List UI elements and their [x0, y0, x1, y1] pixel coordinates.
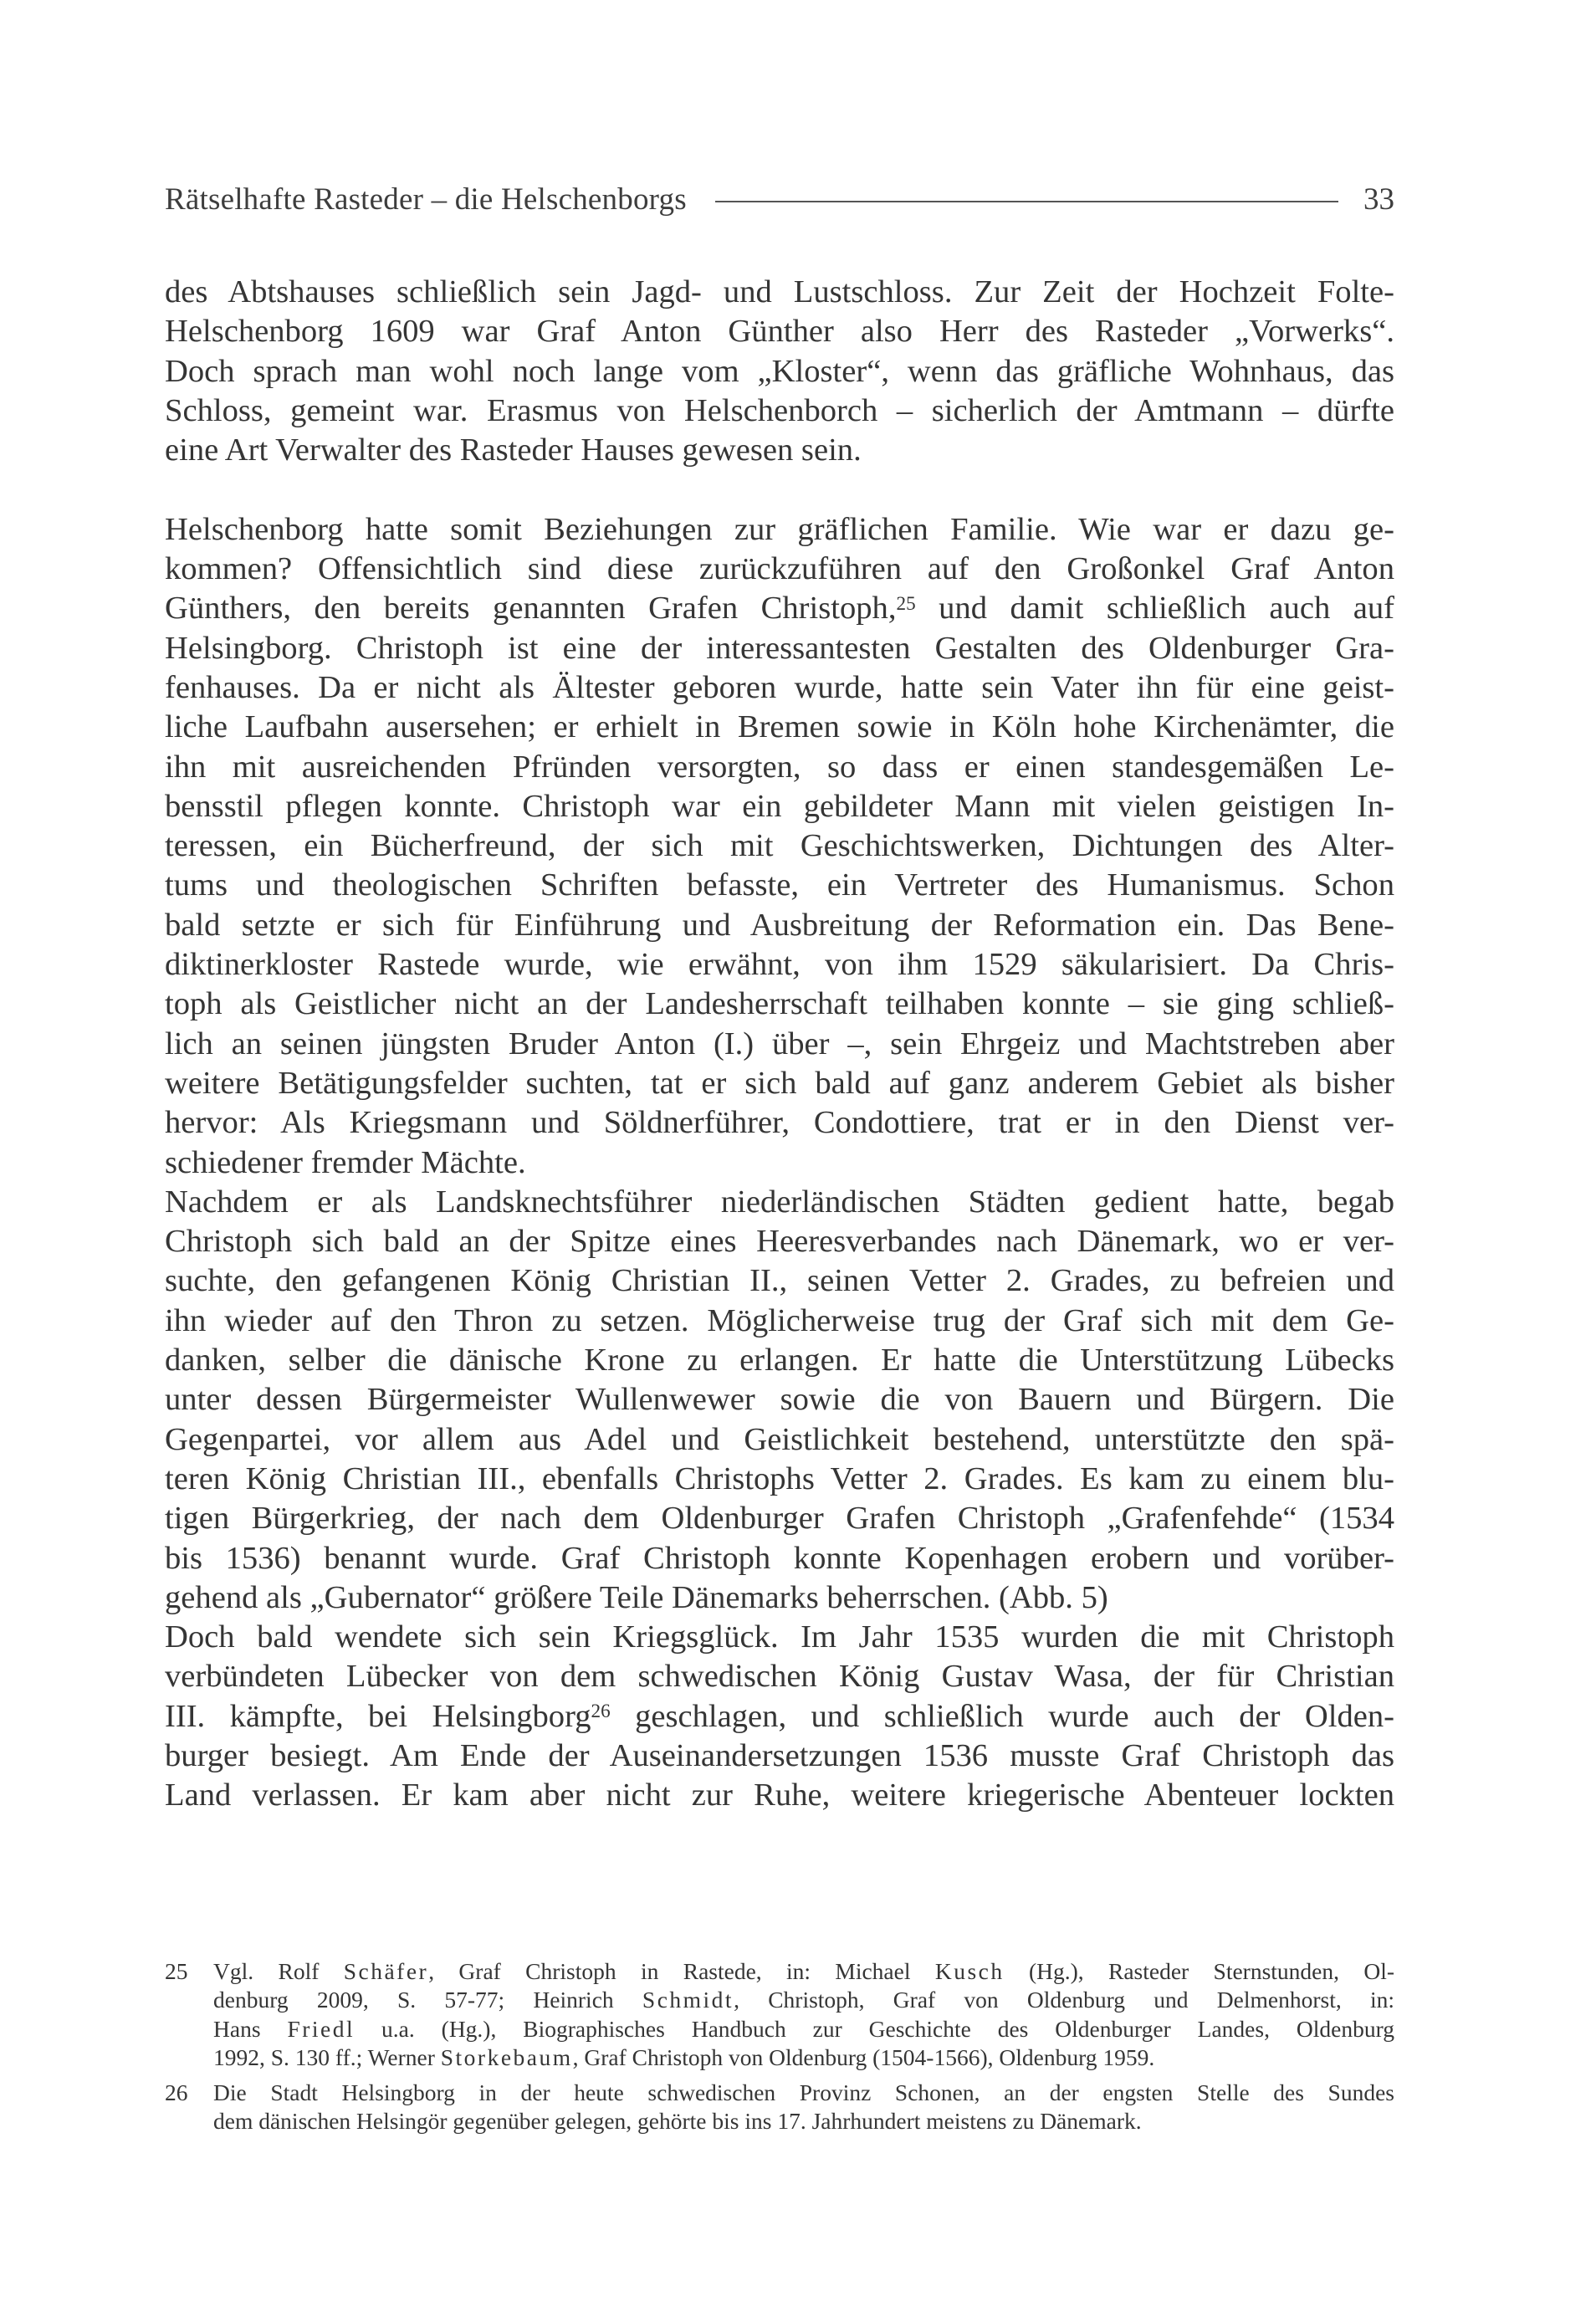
text-line: Gegenpartei, vor allem aus Adel und Geistlichkeit bestehend, unterstützte den spä- — [165, 1421, 1394, 1457]
text-line: Doch sprach man wohl noch lange vom „Kloster“, wenn das gräfliche Wohnhaus, das — [165, 353, 1394, 389]
text-line: tigen Bürgerkrieg, der nach dem Oldenburger Grafen Christoph „Grafenfehde“ (1534 — [165, 1501, 1394, 1537]
page-number: 33 — [1363, 182, 1394, 217]
text-line: kommen? Offensichtlich sind diese zurückzuführen auf den Großonkel Graf Anton — [165, 551, 1394, 587]
text-segment: denburg 2009, S. 57-77; Heinrich — [213, 1987, 642, 2013]
text-line: toph als Geistlicher nicht an der Landesherrschaft teilhaben konnte – sie ging schließ- — [165, 986, 1394, 1022]
text-line: Land verlassen. Er kam aber nicht zur Ruhe, weitere kriegerische Abenteuer lockten — [165, 1777, 1394, 1813]
text-line: Schloss, gemeint war. Erasmus von Helschenborch – sicherlich der Amtmann – dürfte — [165, 392, 1394, 428]
footnote-26 — [165, 2079, 1394, 2136]
text-line: Helsingborg. Christoph ist eine der interessantesten Gestalten des Oldenburger Gra- — [165, 630, 1394, 666]
paragraph-2 — [165, 510, 1394, 1183]
footnote-line — [213, 2043, 1394, 2072]
text-line: lich an seinen jüngsten Bruder Anton (I.) über –, sein Ehrgeiz und Machtstreben aber — [165, 1026, 1394, 1061]
paragraph-gap — [165, 470, 1394, 509]
text-line: fenhauses. Da er nicht als Ältester geboren wurde, hatte sein Vater ihn für eine geist- — [165, 669, 1394, 705]
text-line: teressen, ein Bücherfreund, der sich mit Geschichtswerken, Dichtungen des Alter- — [165, 828, 1394, 864]
running-title: Rätselhafte Rasteder – die Helschenborgs — [165, 182, 687, 217]
text-line: eine Art Verwalter des Rasteder Hauses gewesen sein. — [165, 432, 862, 468]
author-name: Schmidt — [642, 1987, 734, 2013]
text-line: Nachdem er als Landsknechtsführer niederländischen Städten gedient hatte, begab — [165, 1184, 1394, 1220]
footnote-text — [213, 1957, 1394, 2072]
text-line: burger besiegt. Am Ende der Auseinandersetzungen 1536 musste Graf Christoph das — [165, 1737, 1394, 1773]
footnote-line: Die Stadt Helsingborg in der heute schwedischen Provinz Schonen, an der engsten Stelle des Sundes — [213, 2079, 1394, 2106]
text-segment: , Graf Christoph in Rastede, in: Michael — [428, 1958, 935, 1984]
footnote-reference-26[interactable]: 26 — [591, 1701, 611, 1723]
text-segment: 1992, S. 130 ff.; Werner — [213, 2043, 441, 2070]
footnote-line: dem dänischen Helsingör gegenüber gelegen, gehörte bis ins 17. Jahrhundert meistens zu Dänemark. — [213, 2108, 1142, 2135]
main-text — [165, 273, 1394, 1816]
author-name: Kusch — [934, 1958, 1005, 1984]
footnote-number: 25 — [165, 1958, 188, 1984]
text-line: ihn wieder auf den Thron zu setzen. Möglicherweise trug der Graf sich mit dem Ge- — [165, 1302, 1394, 1338]
text-segment: u.a. (Hg.), Biographisches Handbuch zur Geschichte des Oldenburger Landes, Oldenburg — [355, 2015, 1394, 2042]
text-segment: und damit schließlich auch auf — [915, 591, 1394, 627]
text-line: Helschenborg 1609 war Graf Anton Günther also Herr des Rasteder „Vorwerks“. — [165, 314, 1394, 350]
text-line: Christoph sich bald an der Spitze eines Heeresverbandes nach Dänemark, wo er ver- — [165, 1224, 1394, 1260]
text-line: weitere Betätigungsfelder suchten, tat er sich bald auf ganz anderem Gebiet als bisher — [165, 1065, 1394, 1101]
text-line: Doch bald wendete sich sein Kriegsglück. Im Jahr 1535 wurden die mit Christoph — [165, 1619, 1394, 1655]
text-segment: Vgl. Rolf — [213, 1958, 344, 1984]
text-segment: Günthers, den bereits genannten Grafen Christoph, — [165, 591, 897, 627]
text-line: unter dessen Bürgermeister Wullenwewer sowie die von Bauern und Bürgern. Die — [165, 1382, 1394, 1418]
text-line: tums und theologischen Schriften befasste, ein Vertreter des Humanismus. Schon — [165, 867, 1394, 903]
footnote-reference-25[interactable]: 25 — [896, 592, 916, 615]
footnote-25 — [165, 1957, 1394, 2072]
text-segment: , Graf Christoph von Oldenburg (1504-1566), Oldenburg 1959. — [572, 2043, 1155, 2070]
running-header — [165, 174, 1394, 224]
footnotes — [165, 1957, 1394, 2143]
text-line: suchte, den gefangenen König Christian II., seinen Vetter 2. Grades, zu befreien und — [165, 1263, 1394, 1299]
text-line: danken, selber die dänische Krone zu erlangen. Er hatte die Unterstützung Lübecks — [165, 1343, 1394, 1378]
text-segment: Hans — [213, 2015, 288, 2042]
text-line: Helschenborg hatte somit Beziehungen zur gräflichen Familie. Wie war er dazu ge- — [165, 511, 1394, 547]
text-line: ihn mit ausreichenden Pfründen versorgten, so dass er einen standesgemäßen Le- — [165, 749, 1394, 785]
text-line: liche Laufbahn ausersehen; er erhielt in Bremen sowie in Köln hohe Kirchenämter, die — [165, 709, 1394, 745]
text-line: teren König Christian III., ebenfalls Christophs Vetter 2. Grades. Es kam zu einem blu- — [165, 1460, 1394, 1496]
text-segment: , Christoph, Graf von Oldenburg und Delmenhorst, in: — [734, 1987, 1394, 2013]
footnote-line — [213, 2015, 1394, 2043]
author-name: Storkebaum — [440, 2043, 573, 2070]
text-line-with-footnote-ref — [165, 1697, 1394, 1736]
text-line: hervor: Als Kriegsmann und Söldnerführer, Condottiere, trat er in den Dienst ver- — [165, 1105, 1394, 1141]
text-line: bald setzte er sich für Einführung und Ausbreitung der Reformation ein. Das Bene- — [165, 907, 1394, 943]
footnote-line — [213, 1957, 1394, 1986]
text-line-with-footnote-ref — [165, 589, 1394, 628]
text-line: bis 1536) benannt wurde. Graf Christoph konnte Kopenhagen erobern und vorüber- — [165, 1540, 1394, 1576]
paragraph-1 — [165, 273, 1394, 470]
text-segment: III. kämpfte, bei Helsingborg — [165, 1698, 591, 1734]
footnote-line — [213, 1986, 1394, 2014]
footnote-number: 26 — [165, 2079, 188, 2106]
text-segment: (Hg.), Rasteder Sternstunden, Ol- — [1004, 1958, 1394, 1984]
header-rule — [715, 201, 1338, 202]
text-line: diktinerkloster Rastede wurde, wie erwähnt, von ihm 1529 säkularisiert. Da Chris- — [165, 947, 1394, 983]
paragraph-3 — [165, 1183, 1394, 1618]
author-name: Schäfer — [343, 1958, 429, 1984]
paragraph-4 — [165, 1618, 1394, 1815]
text-line: des Abtshauses schließlich sein Jagd- und Lustschloss. Zur Zeit der Hochzeit Folte- — [165, 274, 1394, 309]
footnote-text — [213, 2079, 1394, 2136]
author-name: Friedl — [287, 2015, 356, 2042]
text-line: bensstil pflegen konnte. Christoph war ein gebildeter Mann mit vielen geistigen In- — [165, 788, 1394, 824]
text-line: schiedener fremder Mächte. — [165, 1144, 526, 1180]
text-line: verbündeten Lübecker von dem schwedischen König Gustav Wasa, der für Christian — [165, 1659, 1394, 1695]
text-segment: geschlagen, und schließlich wurde auch der Olden- — [610, 1698, 1394, 1734]
text-line: gehend als „Gubernator“ größere Teile Dänemarks beherrschen. (Abb. 5) — [165, 1579, 1108, 1615]
